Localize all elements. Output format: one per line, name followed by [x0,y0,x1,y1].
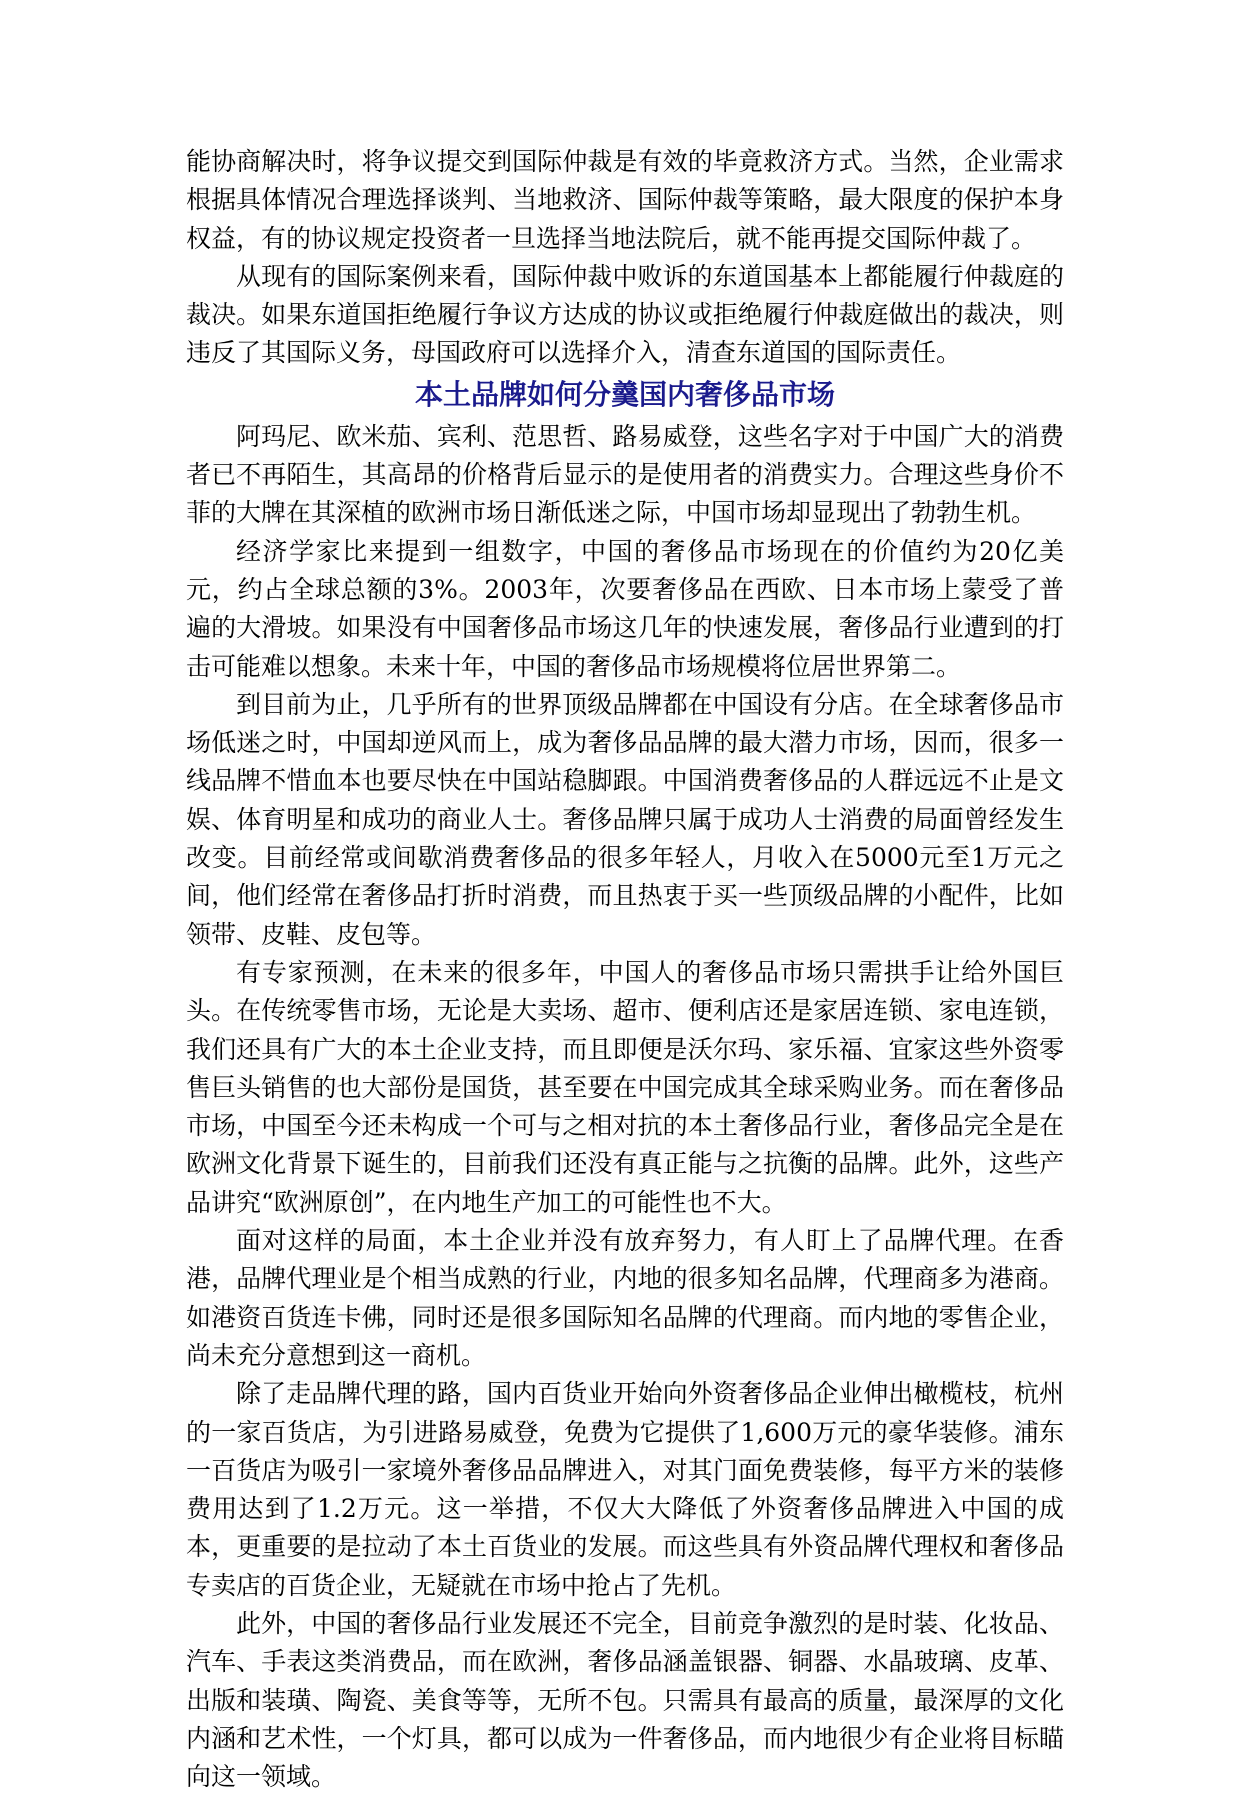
article-paragraph-1: 阿玛尼、欧米茄、宾利、范思哲、路易威登，这些名字对于中国广大的消费者已不再陌生，其高昂的价格背后显示的是使用者的消费实力。合理这些身价不菲的大牌在其深植的欧洲市场日渐低迷之际，中国市场却显现出了勃勃生机。 [186,421,1064,528]
article-paragraph-3: 到目前为止，几乎所有的世界顶级品牌都在中国设有分店。在全球奢侈品市场低迷之时，中国却逆风而上，成为奢侈品品牌的最大潜力市场，因而，很多一线品牌不惜血本也要尽快在中国站稳脚跟。中国消费奢侈品的人群远远不止是文娱、体育明星和成功的商业人士。奢侈品牌只属于成功人士消费的局面曾经发生改变。目前经常或间歇消费奢侈品的很多年轻人，月收入在5000元至1万元之间，他们经常在奢侈品打折时消费，而且热衷于买一些顶级品牌的小配件，比如领带、皮鞋、皮包等。 [186,689,1064,949]
article-paragraph-5: 面对这样的局面，本土企业并没有放弃努力，有人盯上了品牌代理。在香港，品牌代理业是个相当成熟的行业，内地的很多知名品牌，代理商多为港商。如港资百货连卡佛，同时还是很多国际知名品牌的代理商。而内地的零售企业，尚未充分意想到这一商机。 [186,1226,1064,1370]
article-paragraph-7: 此外，中国的奢侈品行业发展还不完全，目前竞争激烈的是时装、化妆品、汽车、手表这类消费品，而在欧洲，奢侈品涵盖银器、铜器、水晶玻璃、皮革、出版和装璜、陶瓷、美食等等，无所不包。只需具有最高的质量，最深厚的文化内涵和艺术性，一个灯具，都可以成为一件奢侈品，而内地很少有企业将目标瞄向这一领域。 [186,1608,1064,1792]
article-paragraph-6: 除了走品牌代理的路，国内百货业开始向外资奢侈品企业伸出橄榄枝，杭州的一家百货店，为引进路易威登，免费为它提供了1,600万元的豪华装修。浦东一百货店为吸引一家境外奢侈品品牌进入，对其门面免费装修，每平方米的装修费用达到了1.2万元。这一举措，不仅大大降低了外资奢侈品牌进入中国的成本，更重要的是拉动了本土百货业的发展。而这些具有外资品牌代理权和奢侈品专卖店的百货企业，无疑就在市场中抢占了先机。 [186,1379,1064,1600]
intro-paragraph-1: 能协商解决时，将争议提交到国际仲裁是有效的毕竟救济方式。当然，企业需求根据具体情况合理选择谈判、当地救济、国际仲裁等策略，最大限度的保护本身权益，有的协议规定投资者一旦选择当地法院后，就不能再提交国际仲裁了。 [186,147,1064,253]
article-paragraph-4: 有专家预测，在未来的很多年，中国人的奢侈品市场只需拱手让给外国巨头。在传统零售市场，无论是大卖场、超市、便利店还是家居连锁、家电连锁，我们还具有广大的本土企业支持，而且即便是沃尔玛、家乐福、宜家这些外资零售巨头销售的也大部份是国货，甚至要在中国完成其全球采购业务。而在奢侈品市场，中国至今还未构成一个可与之相对抗的本土奢侈品行业，奢侈品完全是在欧洲文化背景下诞生的，目前我们还没有真正能与之抗衡的品牌。此外，这些产品讲究“欧洲原创”，在内地生产加工的可能性也不大。 [186,957,1064,1217]
document-page [186,143,1064,1796]
intro-paragraph-2: 从现有的国际案例来看，国际仲裁中败诉的东道国基本上都能履行仲裁庭的裁决。如果东道国拒绝履行争议方达成的协议或拒绝履行仲裁庭做出的裁决，则违反了其国际义务，母国政府可以选择介入，清查东道国的国际责任。 [186,261,1064,368]
article-title: 本土品牌如何分羹国内奢侈品市场 [414,377,835,411]
article-paragraph-2: 经济学家比来提到一组数字，中国的奢侈品市场现在的价值约为20亿美元，约占全球总额的3%。2003年，次要奢侈品在西欧、日本市场上蒙受了普遍的大滑坡。如果没有中国奢侈品市场这几年的快速发展，奢侈品行业遭到的打击可能难以想象。未来十年，中国的奢侈品市场规模将位居世界第二。 [186,536,1064,681]
